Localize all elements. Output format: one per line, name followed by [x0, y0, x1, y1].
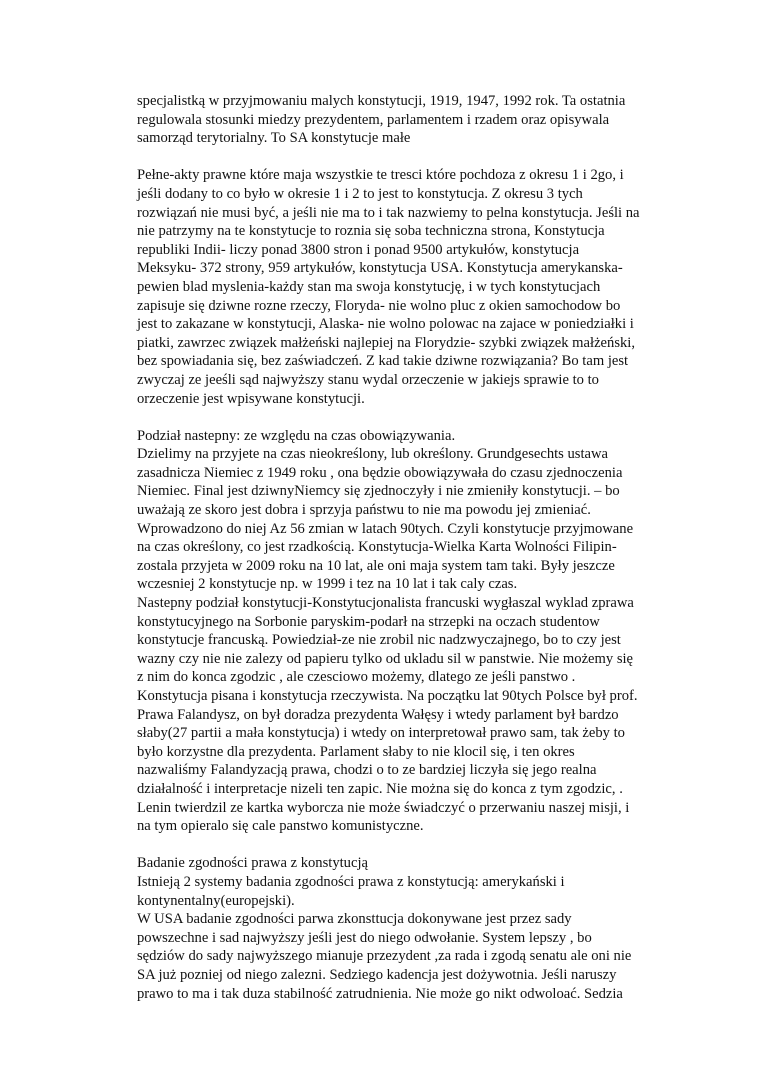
- text-line: nazwaliśmy Falandyzacją prawa, chodzi o to ze bardziej liczyła się jego realna: [137, 762, 597, 779]
- text-line: nie patrzymy na te konstytucje to roznia się soba techniczna strona, Konstytucja: [137, 223, 605, 240]
- text-line: jest to zakazane w konstytucji, Alaska- nie wolno polowac na zajace w poniedziałki i: [137, 316, 634, 333]
- text-line: na tym opieralo się cale panstwo komunistyczne.: [137, 818, 424, 835]
- text-line: konstytucyjnego na Sorbonie paryskim-podarł na strzepki na oczach studentow: [137, 613, 600, 630]
- text-line: Niemiec. Final jest dziwnyNiemcy się zjednoczyły i nie zmieniły konstytucji. – bo: [137, 483, 620, 500]
- paragraph-full-constitutions: [137, 166, 640, 408]
- text-line: Prawa Falandysz, on był doradza prezydenta Wałęsy i wtedy parlament był bardzo: [137, 706, 619, 723]
- section-heading: Badanie zgodności prawa z konstytucją: [137, 855, 368, 872]
- text-line: jeśli dodany to co było w okresie 1 i 2 to jest to konstytucja. Z okresu 3 tych: [137, 185, 583, 202]
- text-line: Nastepny podział konstytucji-Konstytucjonalista francuski wygłaszal wyklad zprawa: [137, 595, 634, 612]
- text-line: Lenin twierdzil ze kartka wyborcza nie może świadczyć o przerwaniu naszej misji, i: [137, 799, 630, 816]
- text-line: działalność i interpretacje nizeli ten zapic. Nie można się do konca z tym zgodzic, .: [137, 780, 623, 797]
- text-line: uważają ze skoro jest dobra i sprzyja państwu to nie ma powodu jej zmieniać.: [137, 502, 591, 519]
- text-line: Dzielimy na przyjete na czas nieokreślony, lub określony. Grundgesechts ustawa: [137, 446, 609, 463]
- text-line: piatki, zawrzec związek małżeński najlepiej na Florydzie- szybki związek małżeński,: [137, 334, 635, 351]
- text-line: prawo to ma i tak duza stabilność zatrudnienia. Nie może go nikt odwoloać. Sedzia: [137, 985, 623, 1002]
- text-line: zapisuje się dziwne rozne rzeczy, Floryda- nie wolno pluc z okien samochodow bo: [137, 297, 621, 314]
- text-line: słaby(27 partii a mała konstytucja) i wtedy on interpretował prawo sam, tak żeby to: [137, 725, 625, 742]
- text-line: było korzystne dla prezydenta. Parlament słaby to nie klocil się, i ten okres: [137, 743, 575, 760]
- text-line: kontynentalny(europejski).: [137, 892, 295, 909]
- text-line: Pełne-akty prawne które maja wszystkie te tresci które pochdoza z okresu 1 i 2go, i: [137, 167, 624, 184]
- paragraph-gap: [137, 408, 633, 427]
- text-line: Meksyku- 372 strony, 959 artykułów, konstytucja USA. Konstytucja amerykanska-: [137, 260, 623, 277]
- text-line: W USA badanie zgodności parwa zkonsttucja dokonywane jest przez sady: [137, 911, 572, 928]
- paragraph-gap: [137, 836, 633, 855]
- text-line: powszechne i sad najwyższy jeśli jest do niego odwołanie. System lepszy , bo: [137, 929, 592, 946]
- text-line: rozwiązań nie musi być, a jeśli nie ma to i tak nazwiemy to pelna konstytucja. Jeśli na: [137, 204, 640, 221]
- text-line: Konstytucja pisana i konstytucja rzeczywista. Na początku lat 90tych Polsce był prof.: [137, 688, 638, 704]
- text-line: orzeczenie jest wpisywane konstytucji.: [137, 390, 365, 407]
- text-line: SA już pozniej od niego zalezni. Sedziego kadencja jest dożywotnia. Jeśli naruszy: [137, 966, 617, 983]
- text-line: Istnieją 2 systemy badania zgodności prawa z konstytucją: amerykański i: [137, 873, 565, 890]
- text-line: republiki Indii- liczy ponad 3800 stron i ponad 9500 artykułów, konstytucja: [137, 241, 580, 258]
- text-line: z nim do konca zgodzic , ale czesciowo możemy, dlatego ze jeśli panstwo .: [137, 669, 576, 686]
- document-page: [137, 92, 640, 1003]
- paragraph-small-constitutions: [137, 92, 633, 148]
- text-line: Wprowadzono do niej Az 56 zmian w latach 90tych. Czyli konstytucje przyjmowane: [137, 520, 634, 537]
- text-line: konstytucje francuską. Powiedział-ze nie zrobil nic nadzwyczajnego, bo to czy jest: [137, 632, 621, 649]
- text-line: zostala przyjeta w 2009 roku na 10 lat, ale oni maja system tam taki. Były jeszcze: [137, 557, 615, 574]
- text-line: samorząd terytorialny. To SA konstytucje małe: [137, 130, 411, 147]
- text-line: pewien blad myslenia-każdy stan ma swoja konstytucję, i w tych konstytucjach: [137, 278, 601, 295]
- text-line: wczesniej 2 konstytucje np. w 1999 i tez na 10 lat i tak caly czas.: [137, 576, 518, 593]
- text-line: zasadnicza Niemiec z 1949 roku , ona będzie obowiązywała do czasu zjednoczenia: [137, 464, 623, 481]
- text-line: na czas określony, co jest rzadkością. Konstytucja-Wielka Karta Wolności Filipin-: [137, 539, 617, 556]
- text-line: specjalistką w przyjmowaniu malych konstytucji, 1919, 1947, 1992 rok. Ta ostatnia: [137, 93, 626, 109]
- text-line: wazny czy nie nie zalezy od papieru tylko od ukladu sil w panstwie. Nie możemy się: [137, 650, 634, 667]
- paragraph-gap: [137, 148, 633, 167]
- section-heading: Podział nastepny: ze względu na czas obowiązywania.: [137, 427, 456, 444]
- paragraph-constitutional-review: [137, 854, 633, 1003]
- text-line: sędziów do sady najwyższego mianuje przezydent ,za rada i zgodą senatu ale oni nie: [137, 948, 632, 965]
- text-line: zwyczaj ze jeeśli sąd najwyższy stanu wydal orzeczenie w jakiejs sprawie to to: [137, 371, 599, 388]
- text-line: regulowala stosunki miedzy prezydentem, parlamentem i rzadem oraz opisywala: [137, 111, 610, 128]
- paragraph-time-division: [137, 427, 638, 836]
- text-line: bez spowiadania się, bez zaświadczeń. Z kad takie dziwne rozwiązania? Bo tam jest: [137, 353, 629, 370]
